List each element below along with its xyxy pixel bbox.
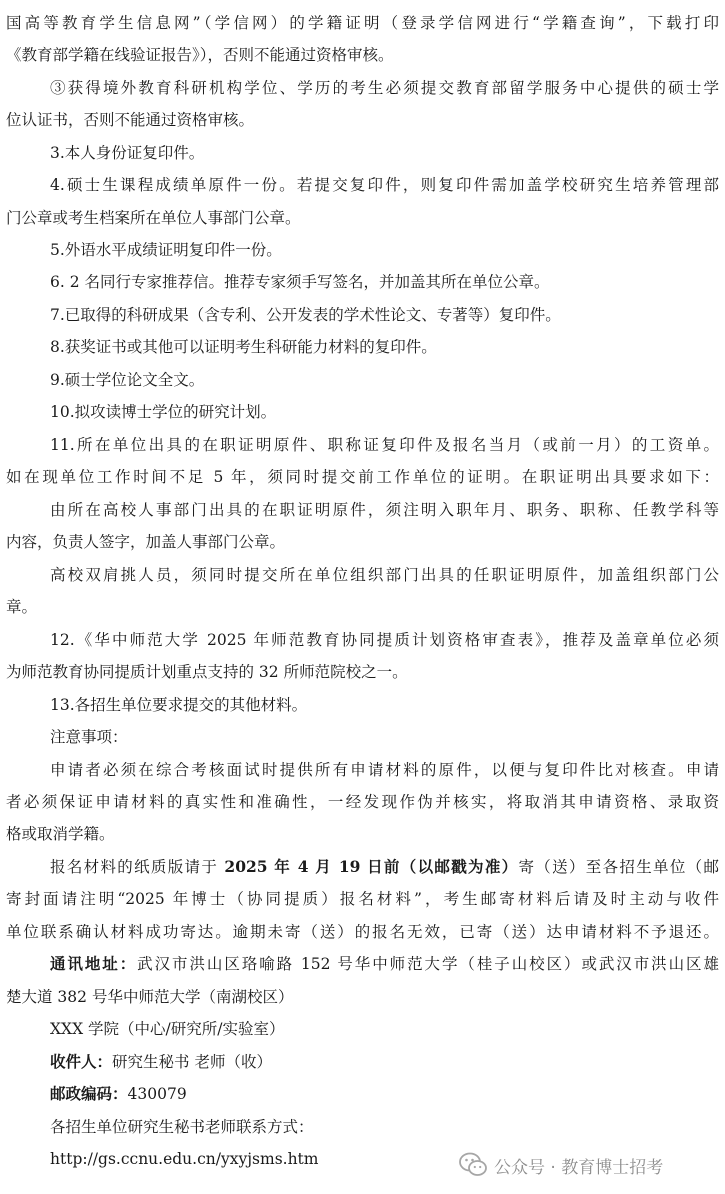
address-line <box>0 954 725 974</box>
list-item: 9.硕士学位论文全文。 <box>50 371 205 389</box>
text-line: ③获得境外教育科研机构学位、学历的考生必须提交教育部留学服务中心提供的硕士学 <box>50 79 719 97</box>
text-line: 由所在高校人事部门出具的在职证明原件，须注明入职年月、职务、职称、任教学科等 <box>50 501 719 519</box>
text-line: 楚大道 382 号华中师范大学（南湖校区） <box>6 988 294 1006</box>
wechat-icon <box>458 1151 488 1179</box>
list-item: 7.已取得的科研成果（含专利、公开发表的学术性论文、专著等）复印件。 <box>50 306 561 324</box>
list-item: 3.本人身份证复印件。 <box>50 144 205 162</box>
text-line: 章。 <box>6 598 38 616</box>
recipient-line <box>0 1052 725 1072</box>
text-line: 国高等教育学生信息网”（学信网）的学籍证明（登录学信网进行“学籍查询”，下载打印 <box>6 14 719 32</box>
watermark-text: 公众号 · 教育博士招考 <box>494 1157 664 1178</box>
section-heading: 注意事项： <box>50 728 128 746</box>
watermark <box>458 1150 720 1180</box>
list-item: 5.外语水平成绩证明复印件一份。 <box>50 241 282 259</box>
deadline-line <box>0 857 725 877</box>
text-line: 位认证书，否则不能通过资格审核。 <box>6 111 255 129</box>
list-item: 8.获奖证书或其他可以证明考生科研能力材料的复印件。 <box>50 338 437 356</box>
contact-link[interactable]: http://gs.ccnu.edu.cn/yxyjsms.htm <box>50 1150 319 1168</box>
text-line: 格或取消学籍。 <box>6 825 115 843</box>
deadline-prefix: 报名材料的纸质版请于 <box>50 858 225 876</box>
text-line: 高校双肩挑人员，须同时提交所在单位组织部门出具的任职证明原件，加盖组织部门公 <box>50 566 719 584</box>
deadline-suffix: 寄（送）至各招生单位（邮 <box>518 858 719 876</box>
text-line: 内容，负责人签字，加盖人事部门公章。 <box>6 533 286 551</box>
postcode-line <box>0 1084 725 1104</box>
address-label: 通讯地址： <box>50 954 138 973</box>
list-item: 12.《华中师范大学 2025 年师范教育协同提质计划资格审查表》，推荐及盖章单位必须 <box>50 631 719 649</box>
list-item: 11.所在单位出具的在职证明原件、职称证复印件及报名当月（或前一月）的工资单。 <box>50 436 719 454</box>
deadline-date: 2025 年 4 月 19 日前（以邮戳为准） <box>224 857 519 876</box>
list-item: 6. 2 名同行专家推荐信。推荐专家须手写签名，并加盖其所在单位公章。 <box>50 273 550 291</box>
text-line: 申请者必须在综合考核面试时提供所有申请材料的原件，以便与复印件比对核查。申请 <box>50 761 719 779</box>
list-item: 4.硕士生课程成绩单原件一份。若提交复印件，则复印件需加盖学校研究生培养管理部 <box>50 176 719 194</box>
address-value: 武汉市洪山区珞喻路 152 号华中师范大学（桂子山校区）或武汉市洪山区雄 <box>137 955 719 973</box>
text-line: 如在现单位工作时间不足 5 年，须同时提交前工作单位的证明。在职证明出具要求如下： <box>6 468 719 486</box>
recipient-label: 收件人： <box>50 1052 113 1071</box>
text-line: 单位联系确认材料成功寄达。逾期未寄（送）的报名无效，已寄（送）达申请材料不予退还。 <box>6 923 719 941</box>
contact-heading: 各招生单位研究生秘书老师联系方式： <box>50 1118 314 1136</box>
text-line: 《教育部学籍在线验证报告》），否则不能通过资格审核。 <box>6 46 394 64</box>
text-line: 门公章或考生档案所在单位人事部门公章。 <box>6 209 301 227</box>
department-line: XXX 学院（中心/研究所/实验室） <box>50 1020 285 1038</box>
list-item: 10.拟攻读博士学位的研究计划。 <box>50 403 277 421</box>
text-line: 寄封面请注明“2025 年博士（协同提质）报名材料”，考生邮寄材料后请及时主动与收件 <box>6 890 719 908</box>
text-line: 为师范教育协同提质计划重点支持的 32 所师范院校之一。 <box>6 663 408 681</box>
postcode-label: 邮政编码： <box>50 1084 128 1103</box>
list-item: 13.各招生单位要求提交的其他材料。 <box>50 696 308 714</box>
postcode-value: 430079 <box>127 1085 187 1103</box>
recipient-value: 研究生秘书 老师（收） <box>112 1053 272 1071</box>
text-line: 者必须保证申请材料的真实性和准确性，一经发现作伪并核实，将取消其申请资格、录取资 <box>6 793 719 811</box>
